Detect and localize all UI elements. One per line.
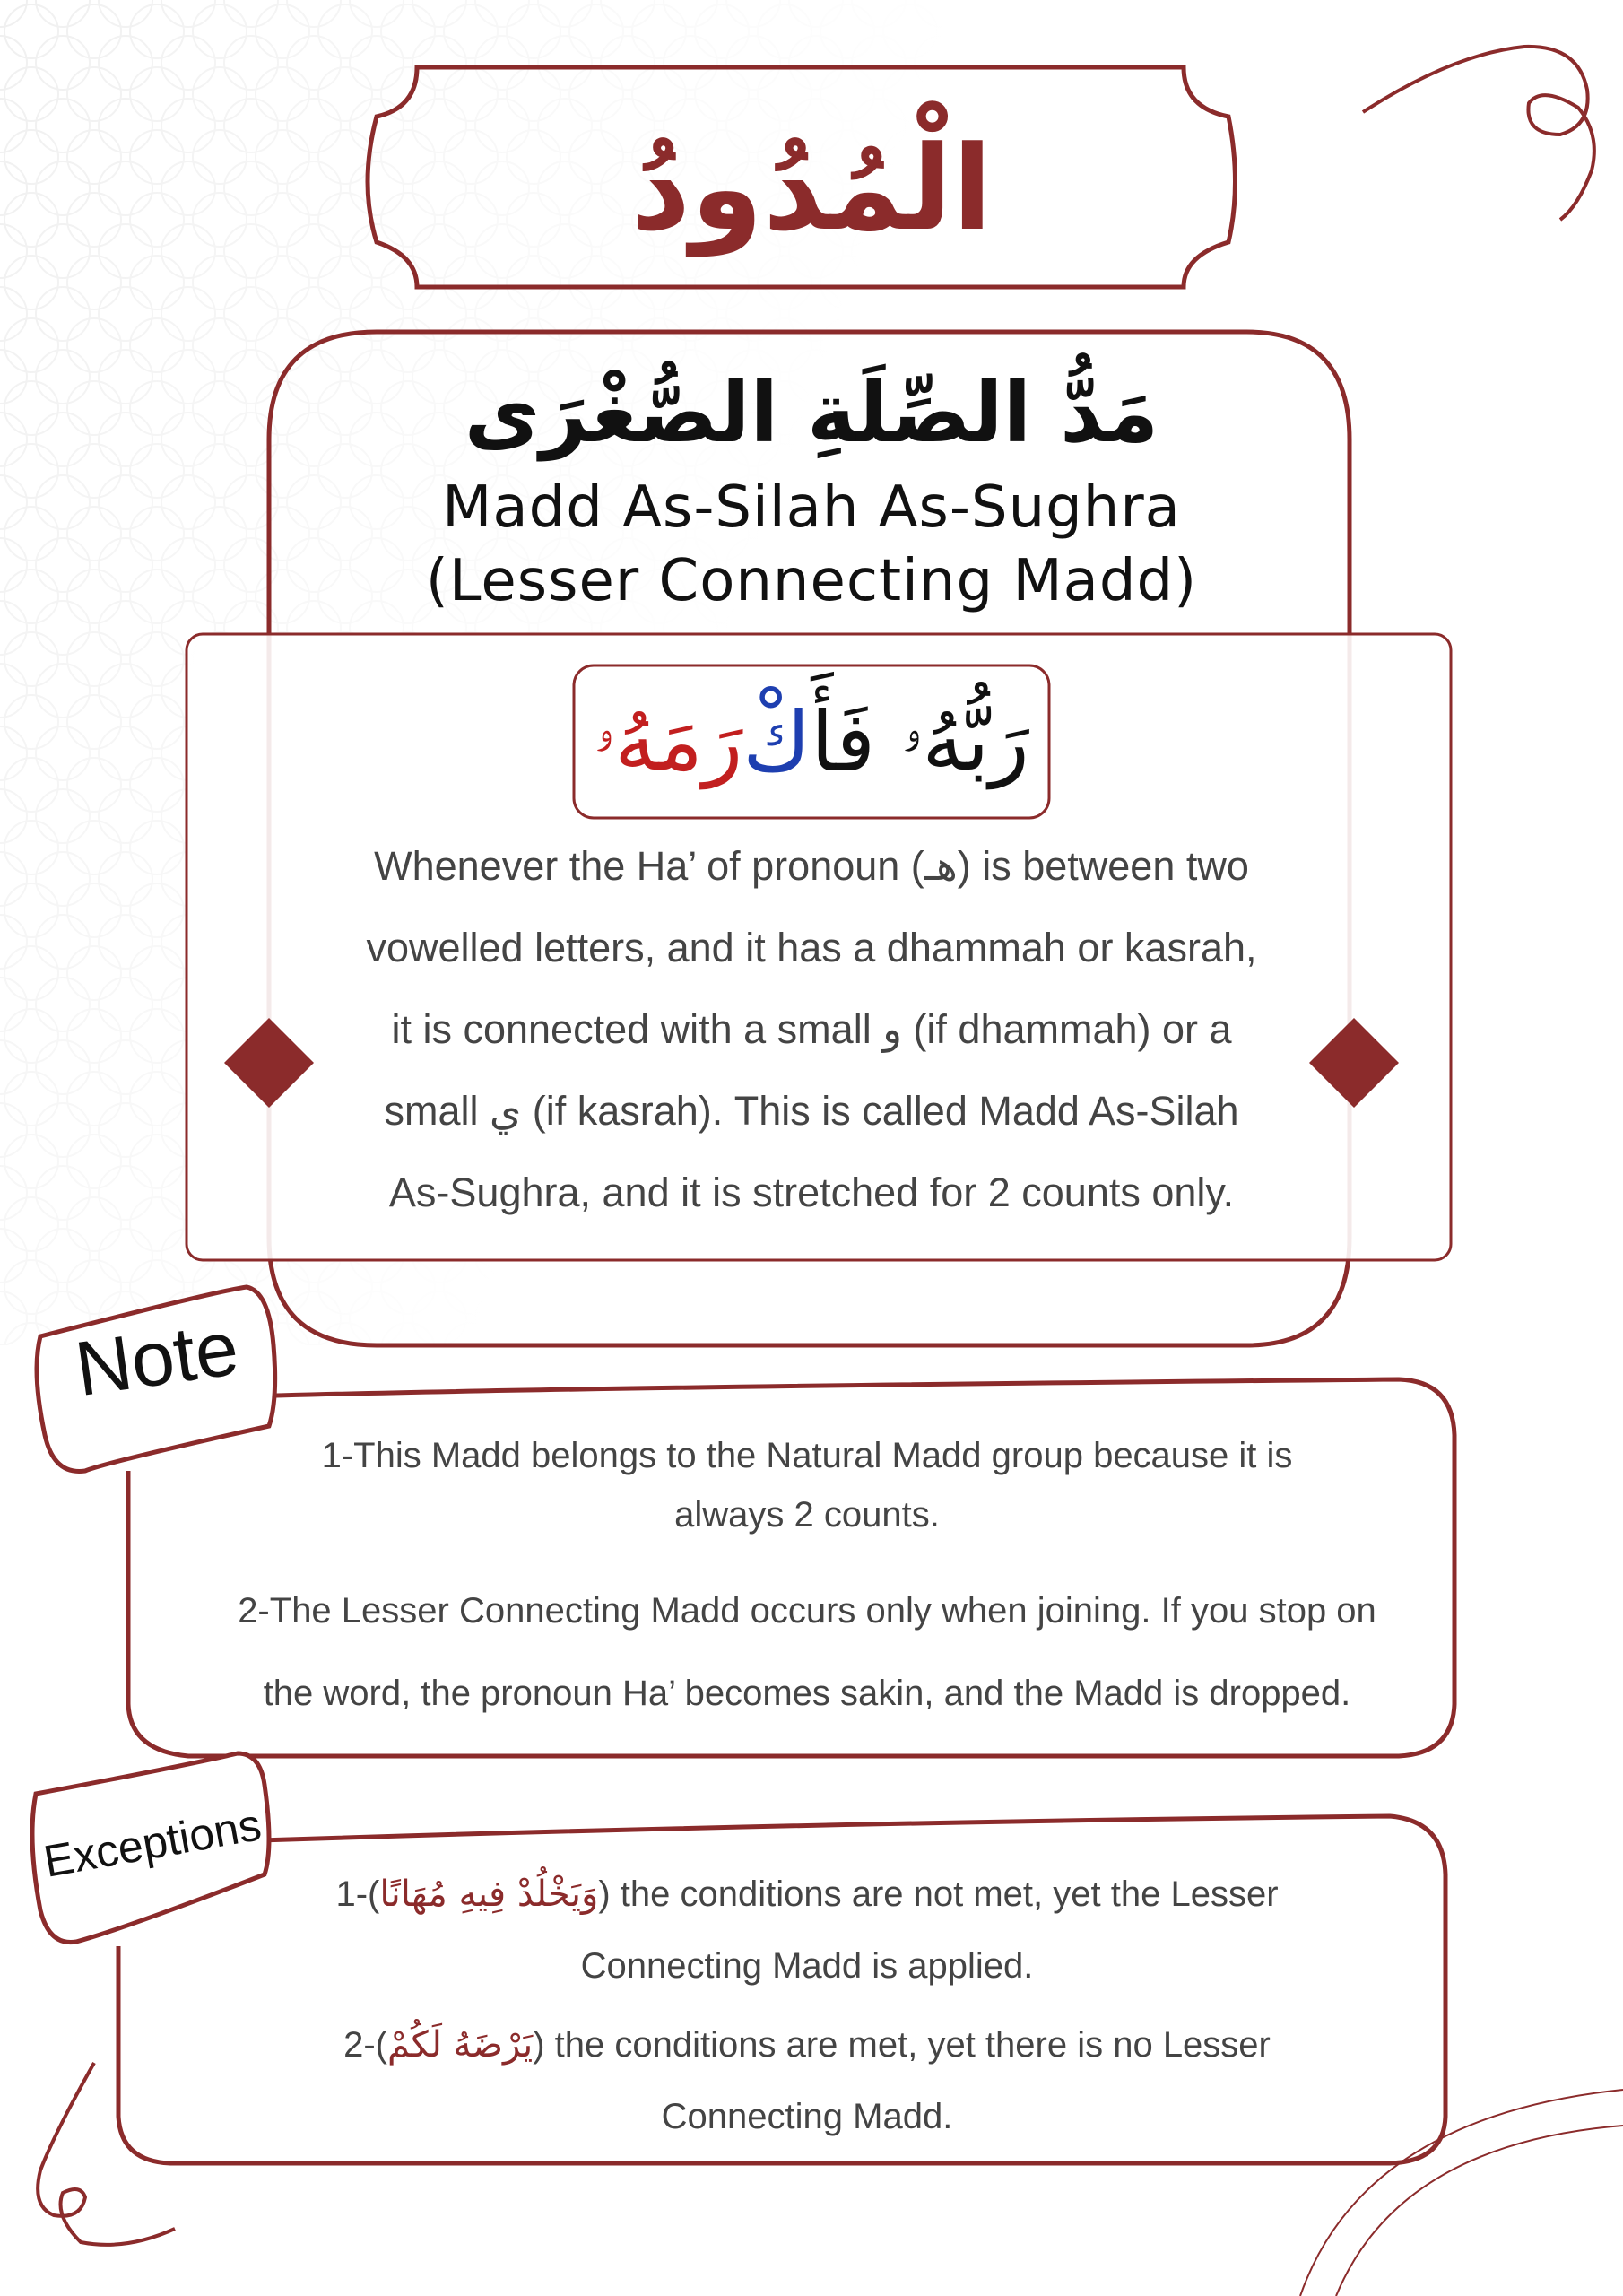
rule-description — [305, 825, 1318, 1233]
rule-name-english — [269, 471, 1354, 623]
example-word-1: رَبُّهُۥ — [901, 692, 1029, 789]
example-word-2-kaf: كْ — [742, 693, 812, 790]
note-item-2-line-1: 2-The Lesser Connecting Madd occurs only when joining. If you stop on — [238, 1591, 1376, 1631]
exception-item-2-line-2: Connecting Madd. — [661, 2097, 953, 2136]
note-item-2 — [157, 1570, 1457, 1735]
exception-1-prefix: 1-( — [335, 1874, 380, 1914]
exception-item-1 — [170, 1858, 1444, 2002]
note-item-1-line-1: 1-This Madd belongs to the Natural Madd group because it is — [321, 1436, 1293, 1475]
exception-item-1-line-2: Connecting Madd is applied. — [580, 1946, 1034, 1986]
exception-item-1-line-1 — [170, 1858, 1444, 1930]
note-label: Note — [70, 1304, 244, 1413]
description-line-5: As-Sughra, and it is stretched for 2 counts only. — [388, 1170, 1235, 1215]
exception-2-suffix: ) the conditions are met, yet there is no Lesser — [533, 2025, 1271, 2065]
corner-swirl-top-right — [1363, 47, 1594, 220]
description-line-2: vowelled letters, and it has a dhammah or kasrah, — [366, 925, 1257, 970]
example-word-2-prefix: فَأَ — [811, 693, 876, 790]
exception-1-arabic: وَيَخْلُدْ فِيهِ مُهَانًا — [379, 1874, 599, 1915]
rule-name-english-line1: Madd As-Silah As-Sughra — [442, 474, 1181, 541]
exception-item-2 — [170, 2009, 1444, 2152]
description-line-1: Whenever the Ha’ of pronoun (هـ) is between two — [374, 843, 1249, 889]
example-verse — [574, 665, 1049, 818]
note-item-1-line-2: always 2 counts. — [674, 1495, 940, 1535]
page-title: الْمُدُودُ — [630, 120, 993, 257]
exception-item-2-line-1 — [170, 2009, 1444, 2081]
example-word-2-rest: رَمَهُۥ — [594, 692, 743, 789]
rule-name-arabic: مَدُّ الصِّلَةِ الصُّغْرَى — [464, 364, 1159, 461]
rule-name-english-line2: (Lesser Connecting Madd) — [425, 548, 1198, 614]
note-item-1 — [157, 1426, 1457, 1544]
description-line-3: it is connected with a small و (if dhammah) or a — [391, 1006, 1232, 1052]
description-line-4: small ي (if kasrah). This is called Madd As-Silah — [384, 1088, 1239, 1134]
exception-1-suffix: ) the conditions are not met, yet the Lesser — [598, 1874, 1279, 1914]
exception-2-prefix: 2-( — [343, 2025, 387, 2065]
exception-2-arabic: يَرْضَهُ لَكُمْ — [387, 2024, 534, 2066]
corner-swirl-bottom-left — [38, 2063, 175, 2245]
note-item-2-line-2: the word, the pronoun Ha’ becomes sakin, and the Madd is dropped. — [263, 1674, 1351, 1713]
exceptions-label: Exceptions — [39, 1799, 265, 1887]
